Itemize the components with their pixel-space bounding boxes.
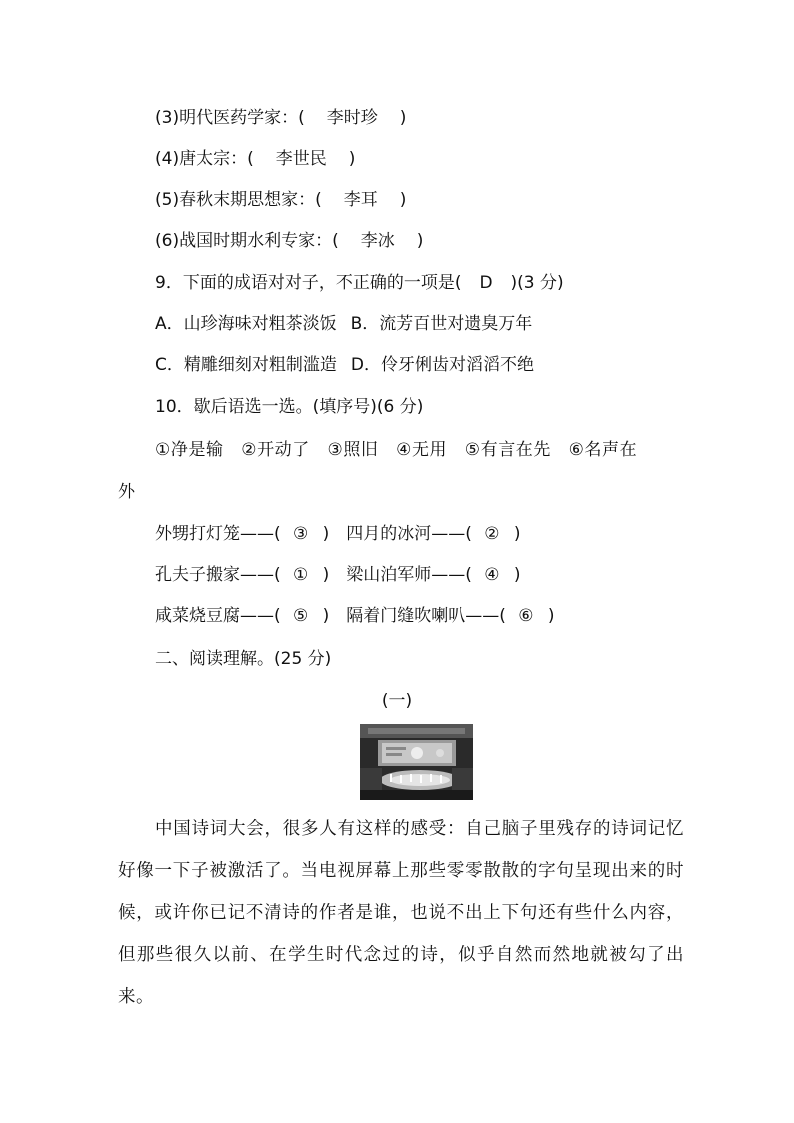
q9-option-b: B．流芳百世对遗臭万年: [350, 314, 533, 334]
q9-options-row-1: [155, 313, 532, 335]
q10-row-2-mid-text: ) 梁山泊军师——(: [322, 565, 472, 585]
q10-row-2-end-text: ): [513, 565, 521, 585]
q8-item-6-answer: 李冰: [360, 231, 395, 251]
q9-option-c: C．精雕细刻对粗制滥造: [155, 355, 337, 375]
q10-row-2-left-answer: ①: [293, 565, 309, 585]
q10-row-3-left-answer: ⑤: [293, 606, 309, 626]
q9-stem-suffix: )(3 分): [510, 273, 564, 293]
q8-item-4-answer: 李世民: [275, 149, 327, 169]
q8-item-3-prefix: (3)明代医药学家：(: [155, 108, 305, 128]
q9-options-row-2: [155, 354, 534, 376]
q9-stem: [155, 272, 564, 294]
stage-photo: [360, 724, 473, 800]
q10-row-2-left-text: 孔夫子搬家——(: [155, 565, 281, 585]
q9-answer: D: [479, 273, 493, 293]
q8-item-6-suffix: ): [416, 231, 424, 251]
q10-row-1-left-answer: ③: [293, 524, 309, 544]
q10-row-3-mid-text: ) 隔着门缝吹喇叭——(: [322, 606, 506, 626]
q8-item-3: [155, 107, 406, 129]
q10-row-2: [155, 564, 521, 586]
q10-row-3-end-text: ): [547, 606, 555, 626]
q10-row-1-end-text: ): [513, 524, 521, 544]
q10-row-3-right-answer: ⑥: [518, 606, 534, 626]
q8-item-4-prefix: (4)唐太宗：(: [155, 149, 254, 169]
q10-choices-line-1: ①净是输 ②开动了 ③照旧 ④无用 ⑤有言在先 ⑥名声在: [155, 440, 638, 460]
section-2-title: 二、阅读理解。(25 分): [155, 649, 332, 669]
q10-row-1-left-text: 外甥打灯笼——(: [155, 524, 281, 544]
q8-item-5: [155, 189, 406, 211]
passage-paragraph: 中国诗词大会，很多人有这样的感受：自己脑子里残存的诗词记忆好像一下子被激活了。当电视屏幕上那些零零散散的字句呈现出来的时候，或许你已记不清诗的作者是谁，也说不出上下句还有些什么内容，但那些很久以前、在学生时代念过的诗，似乎自然而然地就被勾了出来。: [118, 819, 684, 1007]
q9-option-d: D．伶牙俐齿对滔滔不绝: [350, 355, 534, 375]
q10-row-3: [155, 605, 555, 627]
q8-item-4: [155, 148, 355, 170]
q10-choices-line-2: 外: [118, 482, 135, 502]
q8-item-5-answer: 李耳: [343, 190, 378, 210]
q8-item-5-suffix: ): [399, 190, 407, 210]
q10-row-2-right-answer: ④: [484, 565, 500, 585]
q8-item-5-prefix: (5)春秋末期思想家：(: [155, 190, 322, 210]
q8-item-3-answer: 李时珍: [326, 108, 378, 128]
q9-stem-prefix: 9．下面的成语对对子，不正确的一项是(: [155, 273, 462, 293]
q8-item-6-prefix: (6)战国时期水利专家：(: [155, 231, 339, 251]
q10-stem: 10．歇后语选一选。(填序号)(6 分): [155, 397, 424, 417]
q10-row-1: [155, 523, 521, 545]
passage-heading: (一): [381, 691, 413, 711]
q10-row-3-left-text: 咸菜烧豆腐——(: [155, 606, 281, 626]
q8-item-3-suffix: ): [399, 108, 407, 128]
q8-item-4-suffix: ): [348, 149, 356, 169]
q8-item-6: [155, 230, 423, 252]
stage-photo-image: [360, 724, 473, 800]
q9-option-a: A．山珍海味对粗茶淡饭: [155, 314, 337, 334]
q10-row-1-right-answer: ②: [484, 524, 500, 544]
q10-row-1-mid-text: ) 四月的冰河——(: [322, 524, 472, 544]
